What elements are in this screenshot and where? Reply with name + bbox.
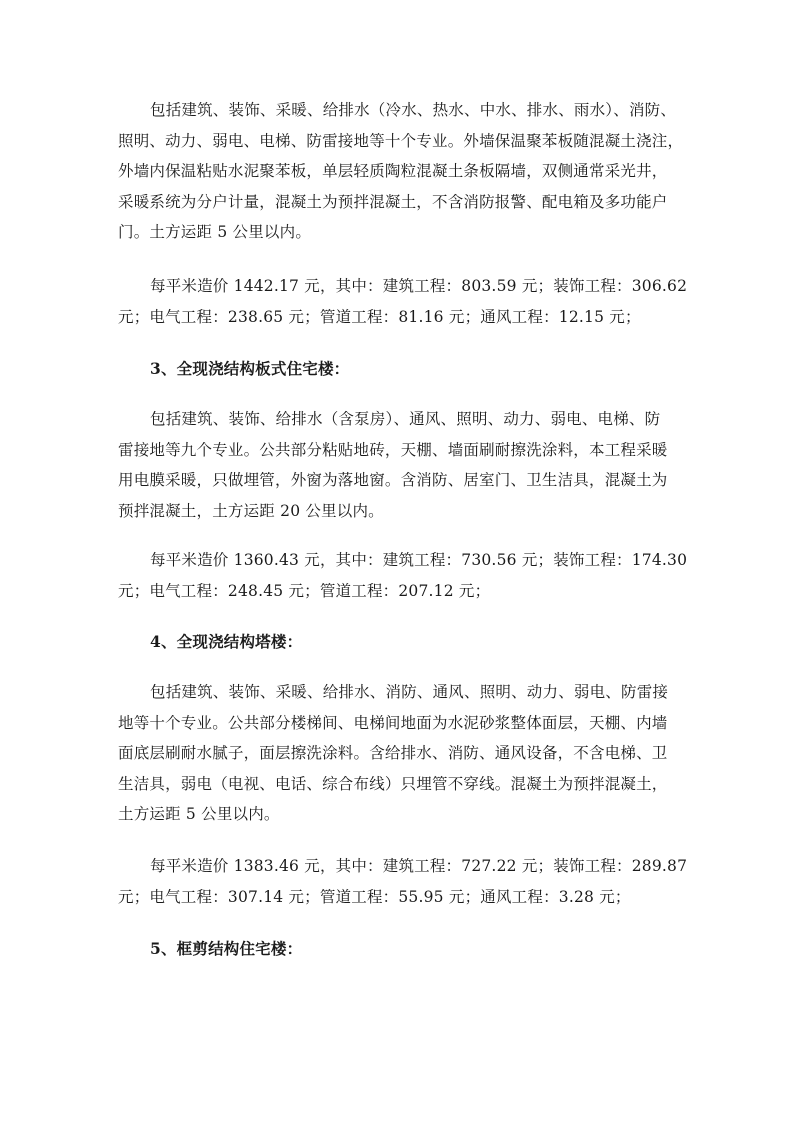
text-line: 外墙内保温粘贴水泥聚苯板，单层轻质陶粒混凝土条板隔墙，双侧通常采光井， <box>118 162 668 180</box>
text-line: 包括建筑、装饰、采暖、给排水、消防、通风、照明、动力、弱电、防雷接 <box>150 683 669 701</box>
paragraph-cost-4 <box>118 851 688 912</box>
paragraph-cost-3 <box>118 545 688 606</box>
heading-text: 5、框剪结构住宅楼： <box>150 939 303 958</box>
text-line: 包括建筑、装饰、给排水（含泵房）、通风、照明、动力、弱电、电梯、防 <box>150 410 661 428</box>
text-line: 每平米造价 1383.46 元，其中：建筑工程：727.22 元；装饰工程：289.87 <box>150 857 688 875</box>
heading-text: 4、全现浇结构塔楼： <box>150 632 303 651</box>
text-line: 用电膜采暖，只做埋管，外窗为落地窗。含消防、居室门、卫生洁具，混凝土为 <box>118 471 668 489</box>
section-heading-4 <box>118 627 678 658</box>
section-heading-5 <box>118 934 678 965</box>
text-line: 元；电气工程：238.65 元；管道工程：81.16 元；通风工程：12.15 元； <box>118 307 641 326</box>
text-line: 照明、动力、弱电、电梯、防雷接地等十个专业。外墙保温聚苯板随混凝土浇注， <box>118 131 684 150</box>
text-line: 生洁具，弱电（电视、电话、综合布线）只埋管不穿线。混凝土为预拌混凝土， <box>118 774 668 793</box>
text-line: 每平米造价 1442.17 元，其中：建筑工程：803.59 元；装饰工程：306.62 <box>150 277 688 295</box>
paragraph-scope-2 <box>118 95 684 248</box>
paragraph-cost-2 <box>118 271 688 332</box>
paragraph-scope-4 <box>118 677 678 830</box>
section-heading-3 <box>118 354 678 385</box>
text-line: 土方运距 5 公里以内。 <box>118 805 280 823</box>
heading-text: 3、全现浇结构板式住宅楼： <box>150 359 350 378</box>
text-line: 地等十个专业。公共部分楼梯间、电梯间地面为水泥砂浆整体面层，天棚、内墙 <box>118 713 668 732</box>
text-line: 雷接地等九个专业。公共部分粘贴地砖，天棚、墙面刷耐擦洗涂料，本工程采暖 <box>118 440 668 459</box>
text-line: 门。土方运距 5 公里以内。 <box>118 223 312 241</box>
text-line: 面底层刷耐水腻子，面层擦洗涂料。含给排水、消防、通风设备，不含电梯、卫 <box>118 744 668 762</box>
paragraph-scope-3 <box>118 404 678 526</box>
text-line: 预拌混凝土，土方运距 20 公里以内。 <box>118 501 384 520</box>
text-line: 元；电气工程：307.14 元；管道工程：55.95 元；通风工程：3.28 元； <box>118 887 631 906</box>
text-line: 采暖系统为分户计量，混凝土为预拌混凝土，不含消防报警、配电箱及多功能户 <box>118 192 668 211</box>
text-line: 包括建筑、装饰、采暖、给排水（冷水、热水、中水、排水、雨水）、消防、 <box>150 101 677 119</box>
text-line: 元；电气工程：248.45 元；管道工程：207.12 元； <box>118 581 491 600</box>
text-line: 每平米造价 1360.43 元，其中：建筑工程：730.56 元；装饰工程：174.30 <box>150 551 688 569</box>
